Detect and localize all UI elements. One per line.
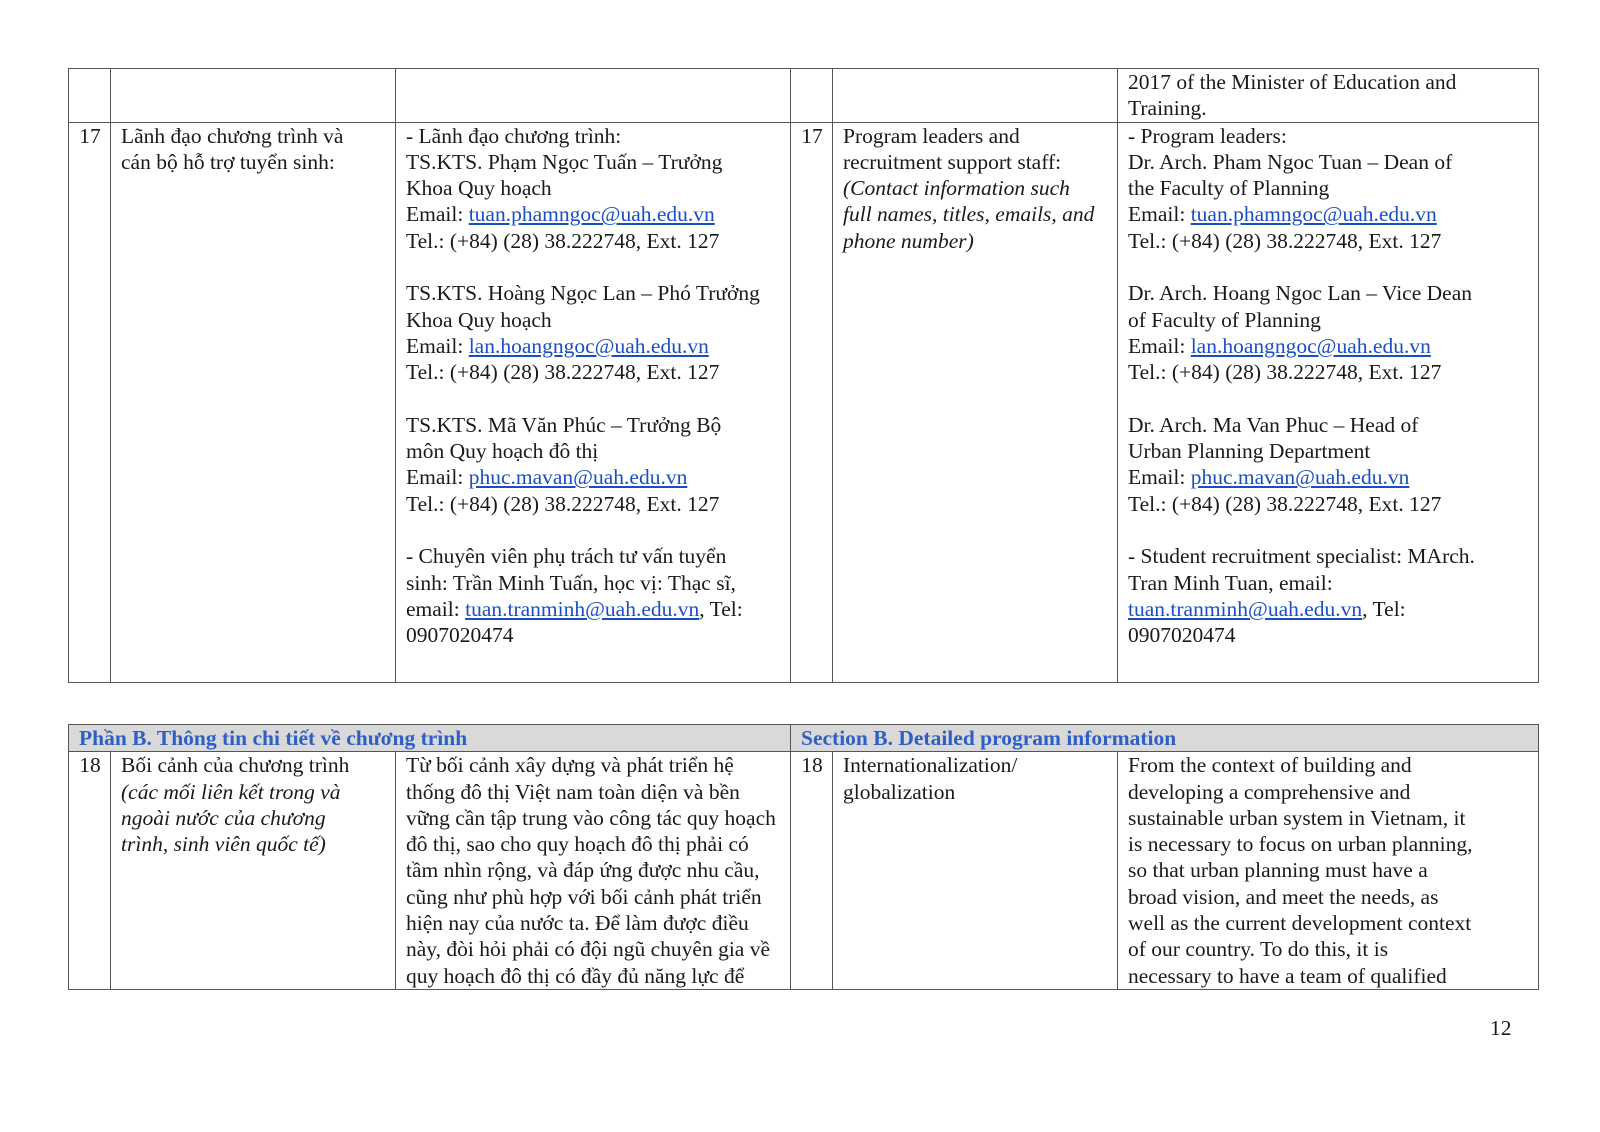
email-label: Email: bbox=[1128, 465, 1191, 490]
spacer bbox=[1128, 254, 1529, 280]
text-line: sustainable urban system in Vietnam, it bbox=[1128, 805, 1466, 830]
row-number-vi: 17 bbox=[69, 122, 111, 682]
leader-title: Urban Planning Department bbox=[1128, 439, 1371, 464]
text-line: Lãnh đạo chương trình và bbox=[121, 123, 344, 148]
text-line: necessary to have a team of qualified bbox=[1128, 963, 1447, 988]
table-row-17 bbox=[69, 122, 1539, 682]
row-number-vi: 18 bbox=[69, 752, 111, 990]
text-line: đô thị, sao cho quy hoạch đô thị phải có bbox=[406, 832, 749, 857]
leader-email-line bbox=[406, 333, 781, 359]
row-number-en: 18 bbox=[791, 752, 833, 990]
text-line: quy hoạch đô thị có đầy đủ năng lực để bbox=[406, 963, 745, 988]
leader-title: môn Quy hoạch đô thị bbox=[406, 439, 599, 464]
leader-email-line bbox=[406, 201, 781, 227]
email-link[interactable]: tuan.phamngoc@uah.edu.vn bbox=[1190, 202, 1437, 227]
text-line: Program leaders and bbox=[843, 123, 1020, 148]
text-line: so that urban planning must have a bbox=[1128, 858, 1428, 883]
email-link[interactable]: phuc.mavan@uah.edu.vn bbox=[1190, 465, 1410, 490]
section-b-header-row bbox=[69, 725, 1539, 752]
text-line: broad vision, and meet the needs, as bbox=[1128, 884, 1439, 909]
cell-num-en-empty bbox=[791, 69, 833, 123]
spacer bbox=[1128, 517, 1529, 543]
specialist-email-line bbox=[406, 596, 781, 622]
text-line: cán bộ hỗ trợ tuyển sinh: bbox=[121, 149, 335, 174]
program-info-table-part-b bbox=[68, 724, 1539, 990]
text-line: tầm nhìn rộng, và đáp ứng được nhu cầu, bbox=[406, 858, 760, 883]
text-line: of our country. To do this, it is bbox=[1128, 937, 1389, 962]
row-content-vi bbox=[396, 752, 791, 990]
section-b-title-en: Section B. Detailed program information bbox=[791, 725, 1539, 752]
text-line: From the context of building and bbox=[1128, 753, 1412, 778]
leader-tel: Tel.: (+84) (28) 38.222748, Ext. 127 bbox=[1128, 491, 1442, 516]
specialist-line: Tran Minh Tuan, email: bbox=[1128, 570, 1333, 595]
label-note: full names, titles, emails, and bbox=[843, 202, 1095, 227]
leader-tel: Tel.: (+84) (28) 38.222748, Ext. 127 bbox=[1128, 228, 1442, 253]
leader-tel: Tel.: (+84) (28) 38.222748, Ext. 127 bbox=[406, 228, 720, 253]
specialist-line: sinh: Trần Minh Tuấn, học vị: Thạc sĩ, bbox=[406, 570, 736, 595]
cell-label-vi-empty bbox=[111, 69, 396, 123]
text-line: recruitment support staff: bbox=[843, 149, 1062, 174]
text-line: Internationalization/ bbox=[843, 753, 1018, 778]
cell-label-en-empty bbox=[833, 69, 1118, 123]
text-line: is necessary to focus on urban planning, bbox=[1128, 832, 1473, 857]
text-line: Training. bbox=[1128, 96, 1207, 121]
email-link[interactable]: tuan.phamngoc@uah.edu.vn bbox=[468, 202, 715, 227]
text-line: globalization bbox=[843, 779, 956, 804]
text-line: developing a comprehensive and bbox=[1128, 779, 1411, 804]
leader-name: Dr. Arch. Pham Ngoc Tuan – Dean of bbox=[1128, 149, 1453, 174]
leader-email-line bbox=[1128, 201, 1529, 227]
leader-name: Dr. Arch. Ma Van Phuc – Head of bbox=[1128, 412, 1419, 437]
leader-email-line bbox=[1128, 464, 1529, 490]
text-line: này, đòi hỏi phải có đội ngũ chuyên gia về bbox=[406, 937, 771, 962]
cell-content-en-continued bbox=[1118, 69, 1539, 123]
row-label-vi bbox=[111, 752, 396, 990]
spacer bbox=[406, 386, 781, 412]
specialist-email-line bbox=[1128, 596, 1529, 622]
text-line: Từ bối cảnh xây dựng và phát triển hệ bbox=[406, 753, 734, 778]
page-number: 12 bbox=[1490, 1016, 1512, 1040]
cell-num-vi-empty bbox=[69, 69, 111, 123]
table-row-continued bbox=[69, 69, 1539, 123]
specialist-phone: 0907020474 bbox=[1128, 623, 1236, 648]
section-b-title-vi: Phần B. Thông tin chi tiết về chương trình bbox=[69, 725, 791, 752]
tel-label: , Tel: bbox=[699, 596, 743, 621]
tel-label: , Tel: bbox=[1362, 596, 1406, 621]
spacer bbox=[406, 254, 781, 280]
email-label: Email: bbox=[1128, 333, 1191, 358]
email-link[interactable]: lan.hoangngoc@uah.edu.vn bbox=[1190, 333, 1431, 358]
row-content-en bbox=[1118, 122, 1539, 682]
leader-tel: Tel.: (+84) (28) 38.222748, Ext. 127 bbox=[406, 491, 720, 516]
specialist-line: - Chuyên viên phụ trách tư vấn tuyển bbox=[406, 544, 727, 569]
text-line: vững cần tập trung vào công tác quy hoạch bbox=[406, 805, 776, 830]
row-label-en bbox=[833, 122, 1118, 682]
cell-content-vi-empty bbox=[396, 69, 791, 123]
label-note: phone number) bbox=[843, 228, 974, 253]
program-info-table-part-a bbox=[68, 68, 1539, 683]
email-link[interactable]: lan.hoangngoc@uah.edu.vn bbox=[468, 333, 709, 358]
email-link[interactable]: phuc.mavan@uah.edu.vn bbox=[468, 465, 688, 490]
leader-name: Dr. Arch. Hoang Ngoc Lan – Vice Dean bbox=[1128, 281, 1472, 306]
text-line: cũng như phù hợp với bối cảnh phát triển bbox=[406, 884, 762, 909]
email-label: Email: bbox=[406, 202, 469, 227]
email-link[interactable]: tuan.tranminh@uah.edu.vn bbox=[1128, 596, 1363, 621]
leaders-heading: - Lãnh đạo chương trình: bbox=[406, 123, 622, 148]
leader-email-line bbox=[406, 464, 781, 490]
label-note: trình, sinh viên quốc tế) bbox=[121, 832, 326, 857]
row-label-vi bbox=[111, 122, 396, 682]
email-label: Email: bbox=[406, 465, 469, 490]
leaders-heading: - Program leaders: bbox=[1128, 123, 1287, 148]
leader-title: Khoa Quy hoạch bbox=[406, 307, 552, 332]
spacer bbox=[406, 517, 781, 543]
leader-title: of Faculty of Planning bbox=[1128, 307, 1321, 332]
row-content-en bbox=[1118, 752, 1539, 990]
specialist-line: - Student recruitment specialist: MArch. bbox=[1128, 544, 1475, 569]
spacer bbox=[1128, 386, 1529, 412]
leader-name: TS.KTS. Hoàng Ngọc Lan – Phó Trưởng bbox=[406, 281, 760, 306]
email-label: email: bbox=[406, 596, 466, 621]
label-note: ngoài nước của chương bbox=[121, 805, 326, 830]
email-label: Email: bbox=[1128, 202, 1191, 227]
row-label-en bbox=[833, 752, 1118, 990]
leader-email-line bbox=[1128, 333, 1529, 359]
email-link[interactable]: tuan.tranminh@uah.edu.vn bbox=[465, 596, 700, 621]
leader-title: Khoa Quy hoạch bbox=[406, 176, 552, 201]
row-number-en: 17 bbox=[791, 122, 833, 682]
leader-title: the Faculty of Planning bbox=[1128, 176, 1330, 201]
leader-tel: Tel.: (+84) (28) 38.222748, Ext. 127 bbox=[406, 360, 720, 385]
text-line: Bối cảnh của chương trình bbox=[121, 753, 350, 778]
table-row-18 bbox=[69, 752, 1539, 990]
text-line: hiện nay của nước ta. Để làm được điều bbox=[406, 911, 749, 936]
label-note: (các mối liên kết trong và bbox=[121, 779, 341, 804]
text-line: well as the current development context bbox=[1128, 911, 1472, 936]
leader-name: TS.KTS. Phạm Ngọc Tuấn – Trưởng bbox=[406, 149, 723, 174]
leader-name: TS.KTS. Mã Văn Phúc – Trưởng Bộ bbox=[406, 412, 722, 437]
label-note: (Contact information such bbox=[843, 176, 1070, 201]
specialist-phone: 0907020474 bbox=[406, 623, 514, 648]
text-line: 2017 of the Minister of Education and bbox=[1128, 70, 1457, 94]
row-content-vi bbox=[396, 122, 791, 682]
text-line: thống đô thị Việt nam toàn diện và bền bbox=[406, 779, 740, 804]
email-label: Email: bbox=[406, 333, 469, 358]
leader-tel: Tel.: (+84) (28) 38.222748, Ext. 127 bbox=[1128, 360, 1442, 385]
